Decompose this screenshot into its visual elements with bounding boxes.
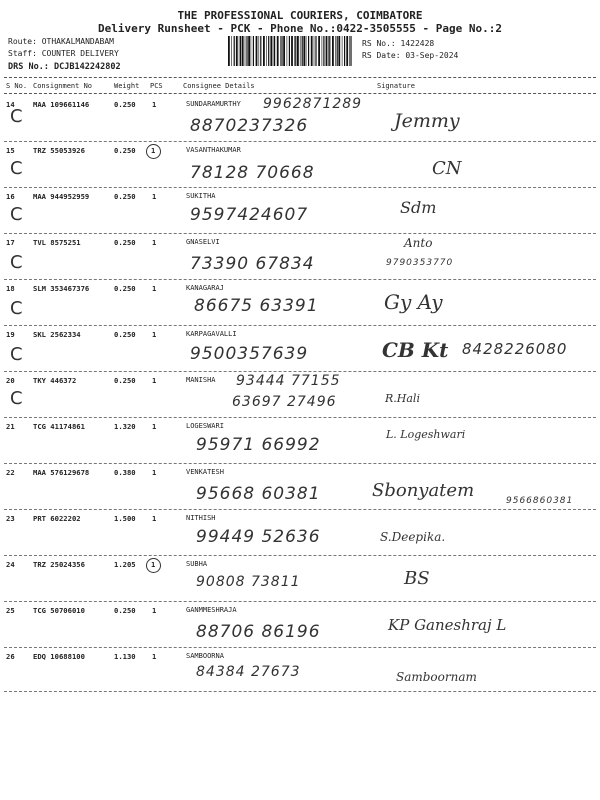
row-pcs: 1 bbox=[152, 284, 157, 293]
row-phone: 9500357639 bbox=[190, 344, 309, 364]
row-weight: 1.500 bbox=[114, 514, 136, 523]
barcode-icon bbox=[228, 36, 352, 66]
row-pcs: 1 bbox=[152, 606, 157, 615]
table-row bbox=[0, 418, 600, 464]
row-consignee-name: VENKATESH bbox=[186, 468, 224, 476]
row-phone: 78128 70668 bbox=[190, 163, 315, 183]
staff-label: Staff: COUNTER DELIVERY bbox=[8, 49, 119, 58]
row-sno: 21 bbox=[6, 422, 15, 431]
row-consignment: PRT 6022202 bbox=[33, 514, 81, 523]
row-status: C bbox=[10, 388, 23, 409]
row-consignment: TCG 50706010 bbox=[33, 606, 85, 615]
row-sno: 15 bbox=[6, 146, 15, 155]
column-consignee: Consignee Details bbox=[183, 82, 255, 90]
column-sno: S No. bbox=[6, 82, 28, 90]
row-consignee-name: KARPAGAVALLI bbox=[186, 330, 237, 338]
row-consignment: EDQ 10688100 bbox=[33, 652, 85, 661]
row-sno: 20 bbox=[6, 376, 15, 385]
row-sno: 16 bbox=[6, 192, 15, 201]
row-sno: 23 bbox=[6, 514, 15, 523]
header-divider-top bbox=[4, 77, 596, 78]
document-title: THE PROFESSIONAL COURIERS, COIMBATORE bbox=[177, 9, 423, 22]
row-consignee-name: NITHISH bbox=[186, 514, 216, 522]
row-signature: Jemmy bbox=[394, 110, 460, 132]
row-pcs: 1 bbox=[152, 514, 157, 523]
column-pcs: PCS bbox=[150, 82, 163, 90]
row-phone: 9597424607 bbox=[190, 205, 309, 225]
row-signature: BS bbox=[404, 568, 430, 589]
row-weight: 0.250 bbox=[114, 192, 136, 201]
row-note: 8428226080 bbox=[462, 340, 568, 358]
row-consignment: TRZ 55053926 bbox=[33, 146, 85, 155]
row-sno: 22 bbox=[6, 468, 15, 477]
row-sno: 19 bbox=[6, 330, 15, 339]
row-pcs: 1 bbox=[152, 422, 157, 431]
row-status: C bbox=[10, 204, 23, 225]
table-row bbox=[0, 372, 600, 418]
row-weight: 0.250 bbox=[114, 284, 136, 293]
drs-number: DRS No.: DCJB142242802 bbox=[8, 62, 121, 72]
row-sno: 25 bbox=[6, 606, 15, 615]
row-consignee-name: SUKITHA bbox=[186, 192, 216, 200]
column-weight: Weight bbox=[114, 82, 140, 90]
row-weight: 0.250 bbox=[114, 238, 136, 247]
row-consignee-name: LOGESWARI bbox=[186, 422, 224, 430]
table-row bbox=[0, 602, 600, 648]
table-row bbox=[0, 280, 600, 326]
table-row bbox=[0, 188, 600, 234]
column-consignment: Consignment No bbox=[33, 82, 93, 90]
row-phone: 73390 67834 bbox=[190, 254, 315, 274]
row-phone-secondary: 93444 77155 bbox=[236, 373, 341, 389]
row-weight: 1.130 bbox=[114, 652, 136, 661]
row-status: C bbox=[10, 344, 23, 365]
row-phone-secondary: 9962871289 bbox=[263, 96, 363, 112]
table-row bbox=[0, 96, 600, 142]
table-row bbox=[0, 326, 600, 372]
row-sno: 24 bbox=[6, 560, 15, 569]
row-weight: 0.250 bbox=[114, 606, 136, 615]
row-signature: L. Logeshwari bbox=[386, 428, 466, 441]
row-signature: Sdm bbox=[400, 198, 437, 217]
row-consignment: SLM 353467376 bbox=[33, 284, 90, 293]
table-row bbox=[0, 510, 600, 556]
row-pcs: 1 bbox=[152, 468, 157, 477]
row-consignee-name: MANISHA bbox=[186, 376, 216, 384]
table-row bbox=[0, 464, 600, 510]
column-signature: Signature bbox=[377, 82, 415, 90]
row-note: 9790353770 bbox=[386, 258, 454, 268]
route-label: Route: OTHAKALMANDABAM bbox=[8, 37, 114, 46]
document-subtitle: Delivery Runsheet - PCK - Phone No.:0422-3505555 - Page No.:2 bbox=[98, 22, 502, 35]
row-signature: S.Deepika. bbox=[380, 530, 446, 544]
row-sno: 18 bbox=[6, 284, 15, 293]
row-signature: Gy Ay bbox=[384, 290, 443, 314]
row-consignee-name: GANMMESHRAJA bbox=[186, 606, 237, 614]
row-consignee-name: SUBHA bbox=[186, 560, 208, 568]
rs-number: RS No.: 1422428 bbox=[362, 39, 435, 48]
row-phone: 84384 27673 bbox=[196, 664, 301, 680]
row-signature: KP Ganeshraj L bbox=[388, 616, 507, 634]
row-sno: 17 bbox=[6, 238, 15, 247]
row-consignment: TRZ 25024356 bbox=[33, 560, 85, 569]
row-signature: R.Hali bbox=[385, 392, 420, 405]
row-status: C bbox=[10, 252, 23, 273]
row-pcs: 1 bbox=[152, 192, 157, 201]
row-weight: 1.320 bbox=[114, 422, 136, 431]
row-note: 9566860381 bbox=[506, 496, 574, 506]
rs-date: RS Date: 03-Sep-2024 bbox=[362, 51, 459, 60]
row-sno: 26 bbox=[6, 652, 15, 661]
row-pcs: 1 bbox=[152, 100, 157, 109]
row-phone: 63697 27496 bbox=[232, 394, 337, 410]
row-phone: 95971 66992 bbox=[196, 435, 321, 455]
table-row bbox=[0, 142, 600, 188]
row-consignment: TCG 41174861 bbox=[33, 422, 85, 431]
row-status: C bbox=[10, 106, 23, 127]
row-pcs: 1 bbox=[151, 146, 156, 155]
row-signature: Anto bbox=[404, 236, 433, 250]
row-pcs: 1 bbox=[151, 560, 156, 569]
row-consignee-name: SUNDARAMURTHY bbox=[186, 100, 241, 108]
row-consignee-name: SAMBOORNA bbox=[186, 652, 224, 660]
row-signature: Samboornam bbox=[396, 670, 477, 684]
row-consignment: MAA 109661146 bbox=[33, 100, 90, 109]
row-phone: 88706 86196 bbox=[196, 622, 321, 642]
row-weight: 0.250 bbox=[114, 146, 136, 155]
table-row bbox=[0, 556, 600, 602]
row-status: C bbox=[10, 298, 23, 319]
row-weight: 0.250 bbox=[114, 376, 136, 385]
table-row bbox=[0, 648, 600, 692]
row-phone: 86675 63391 bbox=[194, 296, 319, 316]
row-weight: 0.380 bbox=[114, 468, 136, 477]
row-consignee-name: KANAGARAJ bbox=[186, 284, 224, 292]
row-signature: Sbonyatem bbox=[372, 480, 475, 501]
row-consignment: SKL 2562334 bbox=[33, 330, 81, 339]
row-pcs: 1 bbox=[152, 376, 157, 385]
row-consignment: TVL 8575251 bbox=[33, 238, 81, 247]
row-phone: 99449 52636 bbox=[196, 527, 321, 547]
row-divider bbox=[4, 691, 596, 692]
row-weight: 0.250 bbox=[114, 100, 136, 109]
row-signature: CB Kt bbox=[382, 338, 449, 362]
row-phone: 95668 60381 bbox=[196, 484, 321, 504]
row-consignee-name: GNASELVI bbox=[186, 238, 220, 246]
table-row bbox=[0, 234, 600, 280]
row-pcs: 1 bbox=[152, 330, 157, 339]
row-weight: 0.250 bbox=[114, 330, 136, 339]
row-weight: 1.205 bbox=[114, 560, 136, 569]
row-consignment: MAA 576129678 bbox=[33, 468, 90, 477]
row-pcs: 1 bbox=[152, 652, 157, 661]
header-divider-bottom bbox=[4, 93, 596, 94]
row-consignment: MAA 944952959 bbox=[33, 192, 90, 201]
row-consignment: TKY 446372 bbox=[33, 376, 77, 385]
row-pcs: 1 bbox=[152, 238, 157, 247]
row-consignee-name: VASANTHAKUMAR bbox=[186, 146, 241, 154]
row-phone: 90808 73811 bbox=[196, 574, 301, 590]
row-status: C bbox=[10, 158, 23, 179]
row-phone: 8870237326 bbox=[190, 116, 309, 136]
row-sno: 14 bbox=[6, 100, 15, 109]
row-signature: CN bbox=[432, 158, 462, 179]
